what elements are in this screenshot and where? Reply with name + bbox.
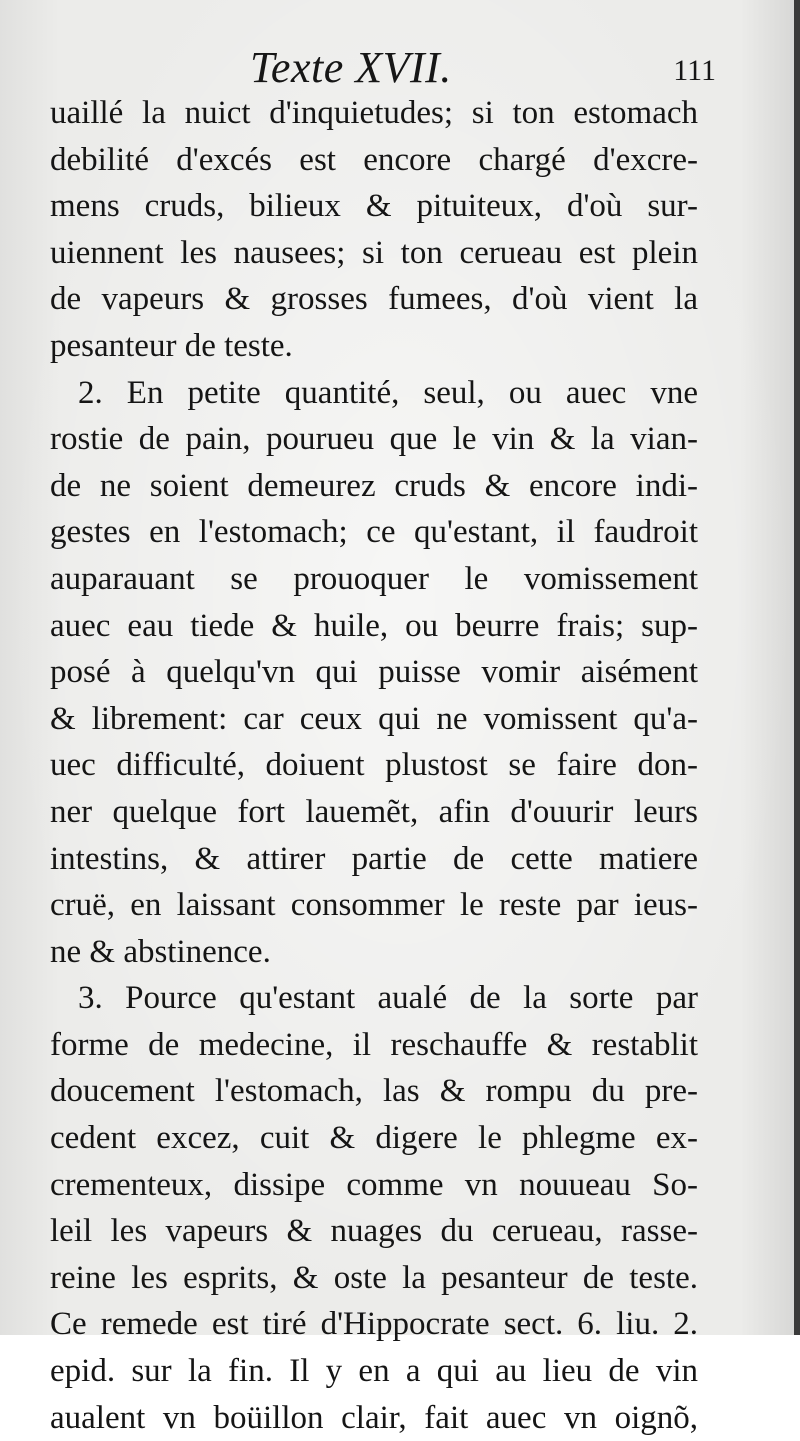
text-line: reine les esprits, & oste la pesanteur de teste.: [50, 1259, 698, 1296]
text-line: ner quelque fort lauemẽt, afin d'ouurir leurs: [50, 793, 698, 830]
text-line: posé à quelqu'vn qui puisse vomir aisément: [50, 654, 698, 691]
text-line: & librement: car ceux qui ne vomissent qu'a-: [50, 700, 698, 737]
text-line: auparauant se prouoquer le vomissement: [50, 560, 698, 597]
text-line: rostie de pain, pourueu que le vin & la vian-: [50, 421, 698, 458]
text-line: epid. sur la fin. Il y en a qui au lieu de vin: [50, 1353, 698, 1390]
body-text: [50, 90, 698, 1441]
text-line: ne & abstinence.: [50, 933, 271, 970]
text-line: gestes en l'estomach; ce qu'estant, il faudroit: [50, 514, 698, 551]
text-line: mens cruds, bilieux & pituiteux, d'où sur-: [50, 188, 698, 225]
text-line: de ne soient demeurez cruds & encore indi-: [50, 467, 698, 504]
text-line: uaillé la nuict d'inquietudes; si ton estomach: [50, 95, 698, 131]
text-line: intestins, & attirer partie de cette matiere: [50, 840, 698, 877]
text-line: pesanteur de teste.: [50, 327, 293, 364]
text-line: de vapeurs & grosses fumees, d'où vient la: [50, 281, 698, 318]
text-line: debilité d'excés est encore chargé d'excre-: [50, 141, 698, 178]
page-number: 111: [673, 54, 716, 87]
running-title: Texte XVII.: [250, 43, 452, 92]
paragraph-2-start: 2. En petite quantité, seul, ou auec vne: [78, 374, 698, 411]
text-line: cruë, en laissant consommer le reste par ieus-: [50, 887, 698, 924]
text-line: uiennent les nausees; si ton cerueau est plein: [50, 234, 698, 271]
text-line: auec eau tiede & huile, ou beurre frais; sup-: [50, 607, 698, 644]
text-line: doucement l'estomach, las & rompu du pre-: [50, 1073, 698, 1110]
text-line: cedent excez, cuit & digere le phlegme ex-: [50, 1120, 698, 1157]
page-edge-shadow: [794, 0, 800, 1335]
paragraph-3-start: 3. Pource qu'estant aualé de la sorte par: [78, 980, 698, 1017]
text-line: crementeux, dissipe comme vn nouueau So-: [50, 1166, 698, 1203]
text-line: uec difficulté, doiuent plustost se faire don-: [50, 747, 698, 784]
text-line: forme de medecine, il reschauffe & restablit: [50, 1026, 698, 1063]
text-line: leil les vapeurs & nuages du cerueau, rasse-: [50, 1213, 698, 1250]
text-line: aualent vn boüillon clair, fait auec vn oignõ,: [50, 1399, 698, 1436]
text-line: Ce remede est tiré d'Hippocrate sect. 6. liu. 2.: [50, 1306, 698, 1343]
